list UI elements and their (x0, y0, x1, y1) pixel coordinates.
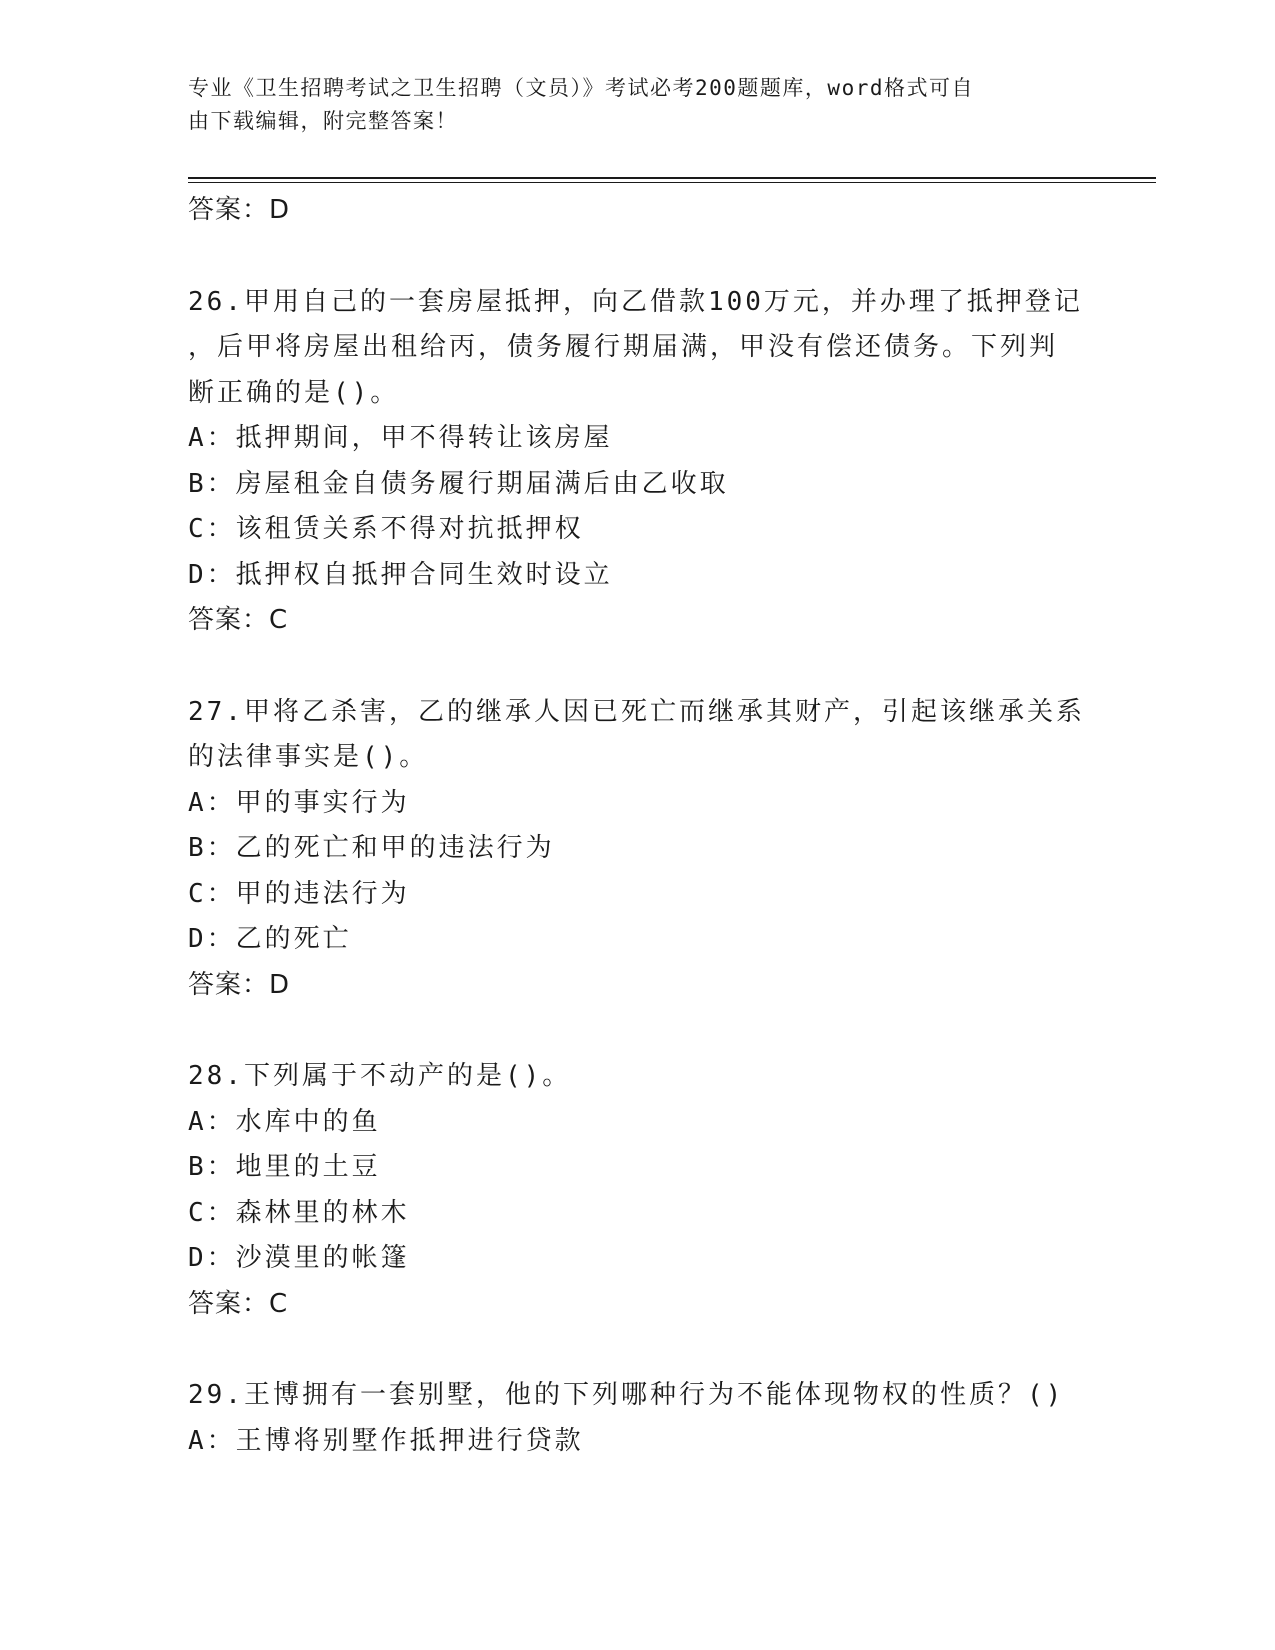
option-c: C：森林里的林木 (188, 1197, 410, 1228)
spacer (188, 1008, 1088, 1054)
question-block (188, 690, 1088, 1009)
option-a: A：王博将别墅作抵押进行贷款 (188, 1425, 584, 1456)
option-b: B：地里的土豆 (188, 1152, 381, 1182)
question-block (188, 280, 1088, 644)
question-list (188, 188, 1088, 1464)
header-line-2: 由下载编辑，附完整答案！ (188, 109, 458, 133)
option-c: C：该租赁关系不得对抗抵押权 (188, 514, 584, 544)
spacer (188, 234, 1088, 280)
answer-line: 答案：D (188, 969, 291, 1000)
answer-line: 答案：C (188, 1288, 289, 1319)
question-block (188, 1054, 1088, 1327)
option-d: D：乙的死亡 (188, 924, 352, 954)
question-stem-line: ，后甲将房屋出租给丙，债务履行期届满，甲没有偿还债务。下列判 (188, 332, 1059, 362)
header-divider (188, 177, 1156, 179)
question-stem-line: 27.甲将乙杀害，乙的继承人因已死亡而继承其财产，引起该继承关系 (188, 696, 1085, 727)
page-header (188, 72, 1068, 138)
option-d: D：抵押权自抵押合同生效时设立 (188, 559, 613, 590)
spacer (188, 644, 1088, 690)
option-a: A：水库中的鱼 (188, 1106, 381, 1137)
question-block (188, 1373, 1088, 1464)
option-c: C：甲的违法行为 (188, 878, 410, 909)
option-b: B：房屋租金自债务履行期届满后由乙收取 (188, 468, 729, 499)
question-stem-line: 26.甲用自己的一套房屋抵押，向乙借款100万元，并办理了抵押登记 (188, 286, 1083, 317)
header-line-1: 专业《卫生招聘考试之卫生招聘（文员）》考试必考200题题库，word格式可自 (188, 76, 974, 100)
answer-line: 答案：D (188, 195, 291, 225)
question-stem-line: 的法律事实是()。 (188, 742, 429, 772)
spacer (188, 1327, 1088, 1373)
question-stem-line: 28.下列属于不动产的是()。 (188, 1061, 572, 1091)
option-a: A：抵押期间，甲不得转让该房屋 (188, 423, 613, 453)
answer-line: 答案：C (188, 605, 289, 635)
question-stem-line: 29.王博拥有一套别墅，他的下列哪种行为不能体现物权的性质？() (188, 1380, 1065, 1410)
question-stem-line: 断正确的是()。 (188, 377, 400, 408)
option-d: D：沙漠里的帐篷 (188, 1243, 410, 1273)
option-b: B：乙的死亡和甲的违法行为 (188, 833, 555, 863)
header-divider-thin (188, 182, 1156, 183)
option-a: A：甲的事实行为 (188, 787, 410, 818)
